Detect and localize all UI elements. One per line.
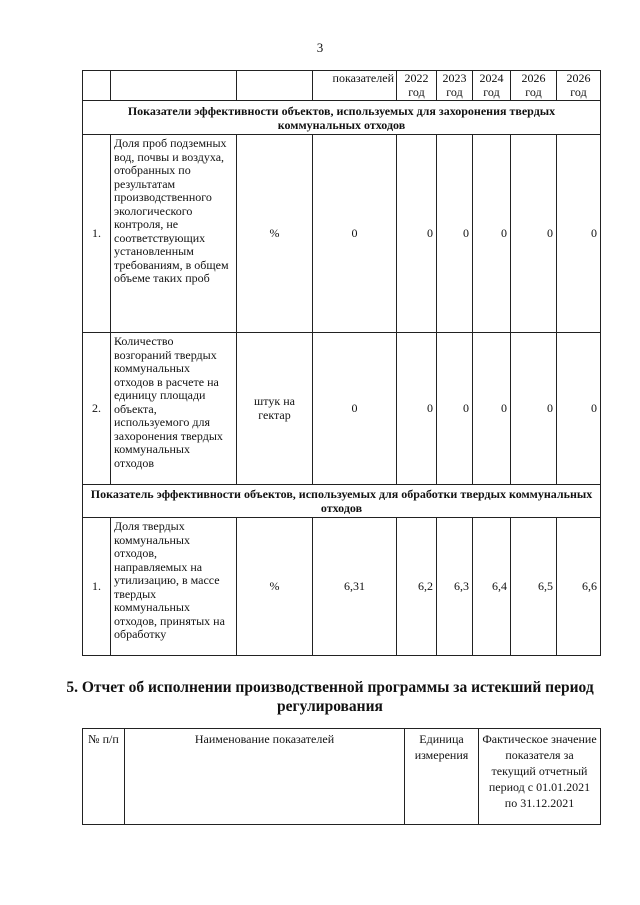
indicator-name: Доля твердых коммунальных отходов, направляемых на утилизацию, в массе твердых коммунальных отходов, принятых на обработку [111, 518, 237, 656]
indicator-name: Количество возгораний твердых коммунальных отходов в расчете на единицу площади объекта, используемого для захоронения твердых коммунальных отходов [111, 333, 237, 485]
year-value: 0 [397, 333, 437, 485]
header-cell-empty [237, 71, 313, 101]
section-title: Показатель эффективности объектов, используемых для обработки твердых коммунальных отходов [83, 485, 601, 518]
row-number: 1. [83, 518, 111, 656]
row-number: 1. [83, 135, 111, 333]
header-year: 2026 год [557, 71, 601, 101]
section-title-row [83, 485, 601, 518]
row-number: 2. [83, 333, 111, 485]
indicator-name: Доля проб подземных вод, почвы и воздуха, отобранных по результатам производственного экологического контроля, не соответствующих установленным требованиям, в общем объеме таких проб [111, 135, 237, 333]
year-value: 0 [511, 135, 557, 333]
year-value: 0 [511, 333, 557, 485]
unit-cell: штук на гектар [237, 333, 313, 485]
report-table [82, 728, 601, 825]
section-5-heading: 5. Отчет об исполнении производственной программы за истекший период регулирования [66, 679, 594, 715]
unit-cell: % [237, 135, 313, 333]
section-title-row [83, 101, 601, 135]
header-indicators-label: показателей [313, 71, 397, 101]
table-row [83, 518, 601, 656]
year-value: 0 [473, 135, 511, 333]
table-row [83, 333, 601, 485]
header-year: 2024 год [473, 71, 511, 101]
base-value: 0 [313, 333, 397, 485]
table-row [83, 135, 601, 333]
header-cell-empty [111, 71, 237, 101]
header-year: 2023 год [437, 71, 473, 101]
year-value: 6,4 [473, 518, 511, 656]
year-value: 6,2 [397, 518, 437, 656]
base-value: 0 [313, 135, 397, 333]
base-value: 6,31 [313, 518, 397, 656]
header-cell-empty [83, 71, 111, 101]
year-value: 6,5 [511, 518, 557, 656]
year-value: 6,3 [437, 518, 473, 656]
report-table-header-row [83, 729, 601, 825]
year-value: 0 [397, 135, 437, 333]
header-year: 2026 год [511, 71, 557, 101]
col-name-header: Наименование показателей [125, 729, 405, 825]
year-value: 0 [557, 135, 601, 333]
performance-indicators-table [82, 70, 601, 656]
unit-cell: % [237, 518, 313, 656]
col-unit-header: Единица измерения [405, 729, 479, 825]
year-value: 0 [557, 333, 601, 485]
year-value: 0 [437, 333, 473, 485]
section-title: Показатели эффективности объектов, используемых для захоронения твердых коммунальных отходов [83, 101, 601, 135]
header-year: 2022 год [397, 71, 437, 101]
year-value: 0 [437, 135, 473, 333]
col-number-header: № п/п [83, 729, 125, 825]
year-value: 6,6 [557, 518, 601, 656]
col-actual-header: Фактическое значение показателя за текущий отчетный период с 01.01.2021 по 31.12.2021 [479, 729, 601, 825]
year-value: 0 [473, 333, 511, 485]
page-number: 3 [316, 40, 324, 55]
table-header-row [83, 71, 601, 101]
